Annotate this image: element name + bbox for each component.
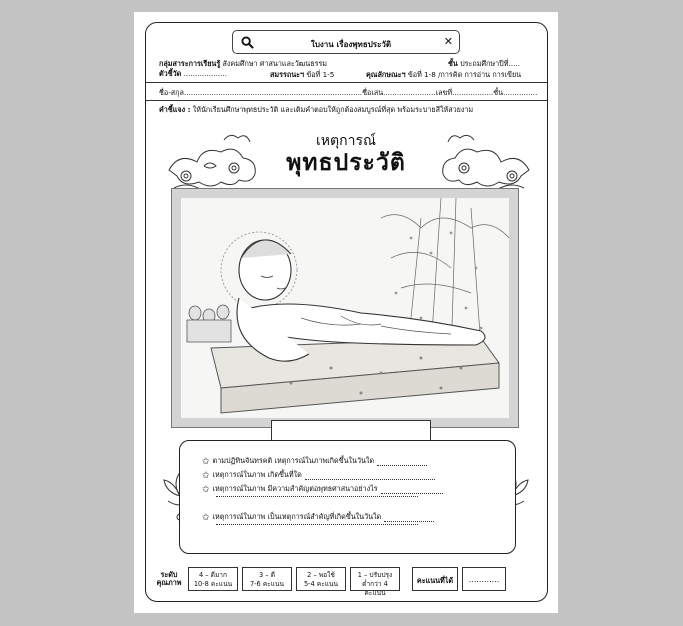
title-line-2: พุทธประวัติ [286, 149, 406, 176]
search-bar[interactable] [232, 30, 460, 54]
answer-line[interactable] [381, 486, 443, 494]
answer-line[interactable] [216, 524, 418, 525]
level-range: 7-6 คะแนน [249, 580, 285, 588]
divider [145, 100, 548, 101]
question-item [202, 512, 434, 523]
rubric-row [154, 565, 506, 597]
question-text: เหตุการณ์ในภาพ มีความสำคัญต่อพุทธศาสนาอย่างไร [212, 484, 378, 493]
answer-line[interactable] [305, 472, 435, 480]
level-range: ต่ำกว่า 4 คะแนน [362, 580, 388, 597]
question-item [202, 456, 427, 467]
question-text: ตามปฏิทินจันทรคติ เหตุการณ์ในภาพเกิดขึ้นในวันใด [212, 456, 375, 465]
rubric-label [154, 571, 184, 587]
instruction-text: ให้นักเรียนศึกษาพุทธประวัติ และเติมคำตอบให้ถูกต้องสมบูรณ์ที่สุด พร้อมระบายสีให้สวยงาม [192, 105, 474, 114]
competency-label: สมรรถนะฯ [270, 70, 305, 79]
question-item [202, 484, 443, 495]
title-line-1: เหตุการณ์ [316, 133, 376, 149]
worksheet-page [134, 12, 558, 613]
score-label: คะแนนที่ได้ [412, 567, 458, 591]
grade-row [448, 59, 520, 68]
competency-row [270, 70, 334, 79]
rubric-level [350, 567, 400, 597]
level-name: 2 – พอใช้ [307, 571, 335, 579]
level-range: 10-8 คะแนน [193, 580, 233, 588]
search-text: ใบงาน เรื่องพุทธประวัติ [310, 40, 392, 49]
attributes-value: ข้อที่ 1-8 /การคิด การอ่าน การเขียน [407, 70, 522, 79]
level-name: 4 – ดีมาก [198, 571, 227, 579]
star-icon: ✩ [202, 512, 210, 523]
search-icon [241, 36, 254, 49]
star-icon: ✩ [202, 484, 210, 495]
rubric-label-line: ระดับ [160, 570, 178, 579]
buddha-illustration [172, 189, 518, 427]
divider [145, 82, 548, 83]
attributes-label: คุณลักษณะฯ [366, 70, 406, 79]
subject-label: กลุ่มสาระการเรียนรู้ [159, 59, 221, 68]
grade-value: ประถมศึกษาปีที่..... [460, 59, 520, 68]
name-row: ชื่อ-สกุล..............................................................................ชื่อเล่น.......................เลขที่..................ชั้น............... [159, 88, 538, 97]
rubric-level [296, 567, 346, 591]
level-range: 5-4 คะแนน [303, 580, 339, 588]
score-field[interactable]: ............ [462, 567, 506, 591]
level-name: 1 – ปรับปรุง [357, 571, 393, 579]
star-icon: ✩ [202, 456, 210, 467]
grade-label: ชั้น [448, 59, 458, 68]
question-text: เหตุการณ์ในภาพ เป็นเหตุการณ์สำคัญที่เกิดขึ้นในวันใด [212, 512, 382, 521]
competency-value: ข้อที่ 1-5 [306, 70, 335, 79]
answer-line[interactable] [384, 514, 434, 522]
indicator-label: ตัวชี้วัด [159, 69, 182, 78]
answer-line[interactable] [377, 458, 427, 466]
close-icon[interactable]: ✕ [443, 35, 453, 48]
indicator-row [159, 69, 227, 78]
rubric-level [242, 567, 292, 591]
subject-row [159, 59, 327, 68]
answer-line[interactable] [216, 496, 418, 497]
level-name: 3 – ดี [259, 571, 275, 579]
indicator-value: ................... [183, 69, 228, 78]
instruction-row [159, 105, 473, 114]
rubric-level [188, 567, 238, 591]
attributes-row [366, 70, 521, 79]
question-text: เหตุการณ์ในภาพ เกิดขึ้นที่ใด [212, 470, 302, 479]
question-item [202, 470, 435, 481]
subject-value: สังคมศึกษา ศาสนาและวัฒนธรรม [222, 59, 328, 68]
rubric-label-line: คุณภาพ [156, 578, 182, 587]
instruction-label: คำชี้แจง : [159, 105, 191, 114]
star-icon: ✩ [202, 470, 210, 481]
